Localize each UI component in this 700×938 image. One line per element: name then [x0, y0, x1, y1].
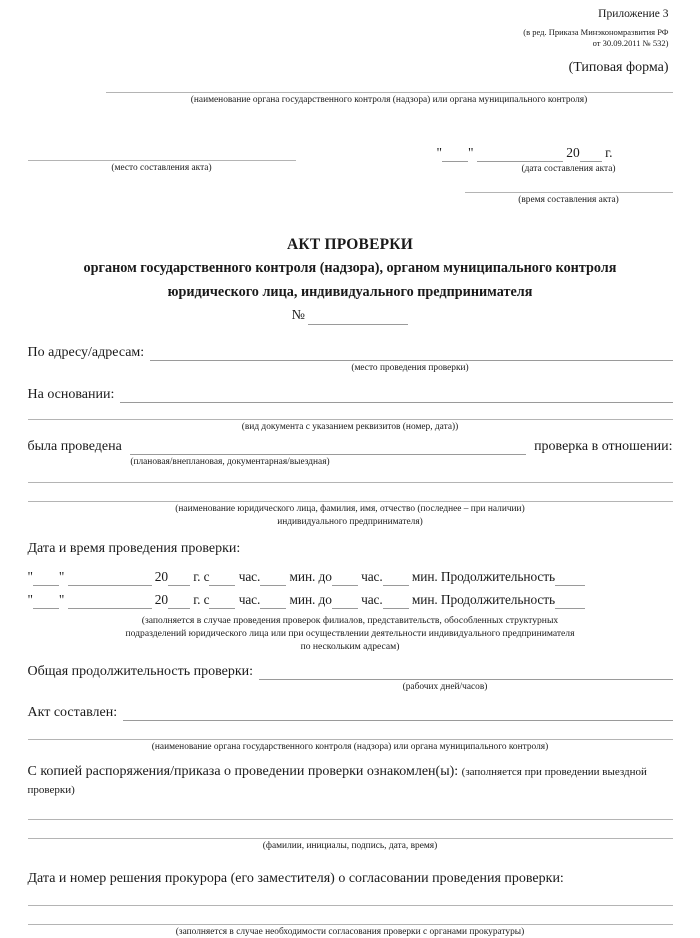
total-duration-label: Общая продолжительность проверки: — [27, 663, 254, 679]
entity-input-2[interactable] — [28, 501, 673, 502]
appendix-label: Приложение 3 — [598, 8, 669, 20]
total-duration-caption: (рабочих дней/часов) — [402, 681, 488, 692]
title-subline-1: органом государственного контроля (надзора), органом муниципального контроля — [83, 259, 617, 276]
entity-section — [28, 482, 673, 529]
quote-close: " — [58, 591, 65, 607]
conducted-label: была проведена — [27, 438, 122, 454]
year-prefix: 20 — [566, 145, 580, 161]
quote-open: " — [27, 591, 33, 607]
revision-note — [28, 27, 669, 48]
act-drawn-row — [28, 705, 673, 721]
act-drawn-label: Акт составлен: — [27, 704, 118, 720]
basis-caption: (вид документа с указанием реквизитов (номер, дата)) — [241, 421, 459, 432]
conducted-section — [28, 439, 673, 468]
address-row — [28, 345, 673, 361]
document-header — [28, 8, 673, 76]
acquainted-label: С копией распоряжения/приказа о проведении проверки ознакомлен(ы): — [27, 764, 459, 780]
conducted-row — [28, 439, 673, 455]
act-drawn-caption: (наименование органа государственного контроля (надзора) или органа муниципального контроля) — [151, 741, 549, 752]
address-section — [28, 345, 673, 374]
address-label: По адресу/адресам: — [27, 345, 145, 361]
act-drawn-input-continued[interactable] — [28, 739, 673, 740]
total-duration-section — [28, 664, 673, 693]
hours-label-2: час. — [361, 591, 383, 607]
title-block — [28, 236, 673, 325]
hours-label: час. — [238, 591, 261, 607]
revision-line-1: (в ред. Приказа Минэкономразвития РФ — [523, 27, 669, 37]
act-date-field[interactable] — [437, 145, 613, 162]
year-suffix: г. с — [193, 591, 210, 607]
acquainted-section — [28, 763, 673, 853]
conducted-tail-label: проверка в отношении: — [534, 438, 673, 454]
inspection-datetime-row[interactable] — [28, 569, 673, 586]
org-name-field[interactable] — [106, 92, 673, 93]
prosecutor-input-2[interactable] — [28, 924, 673, 925]
minutes-label: мин. до — [289, 591, 332, 607]
minutes-duration-label: мин. Продолжительность — [411, 591, 555, 607]
act-number-row[interactable] — [28, 308, 673, 325]
revision-line-2: от 30.09.2011 № 532) — [592, 37, 669, 48]
hours-label-2: час. — [361, 568, 383, 584]
inspection-datetime-section — [28, 541, 673, 654]
entity-caption-1: (наименование юридического лица, фамилия, имя, отчество (последнее – при наличии) — [175, 504, 525, 515]
note-line-3: по нескольким адресам) — [300, 640, 400, 652]
quote-open: " — [27, 568, 33, 584]
inspection-datetime-row[interactable] — [28, 592, 673, 609]
inspection-datetime-label: Дата и время проведения проверки: — [27, 540, 241, 556]
year-suffix: г. с — [193, 568, 210, 584]
basis-section — [28, 387, 673, 433]
quote-close: " — [58, 568, 65, 584]
year-prefix: 20 — [154, 591, 168, 607]
place-field[interactable] — [28, 160, 296, 161]
acquainted-input-2[interactable] — [28, 838, 673, 839]
prosecutor-label: Дата и номер решения прокурора (его заместителя) о согласовании проведения проверки: — [27, 870, 564, 886]
number-sign: № — [291, 308, 305, 324]
prosecutor-caption: (заполняется в случае необходимости согласования проверки с органами прокуратуры) — [175, 926, 525, 937]
act-time-caption: (время составления акта) — [518, 194, 619, 205]
note-line-2: подразделений юридического лица или при осуществлении деятельности индивидуального предпринимателя — [125, 627, 575, 639]
prosecutor-section — [28, 871, 673, 938]
act-time-field[interactable] — [465, 192, 673, 193]
basis-label: На основании: — [27, 386, 115, 402]
document-body — [28, 0, 673, 938]
entity-input-1[interactable] — [28, 482, 673, 483]
act-date-caption: (дата составления акта) — [521, 164, 616, 175]
basis-input[interactable] — [120, 387, 672, 403]
inspection-datetime-rows — [28, 569, 673, 609]
acquainted-caption: (фамилии, инициалы, подпись, дата, время) — [262, 841, 438, 852]
acquainted-text-block — [28, 763, 673, 799]
address-caption: (место проведения проверки) — [351, 363, 469, 374]
year-prefix: 20 — [154, 568, 168, 584]
acquainted-inline-note: (заполняется при проведении выездной проверки) — [27, 766, 647, 797]
hours-label: час. — [238, 568, 261, 584]
quote-open: " — [436, 145, 443, 161]
place-block — [28, 130, 296, 205]
place-caption: (место составления акта) — [111, 163, 212, 174]
prosecutor-input-1[interactable] — [28, 905, 673, 906]
minutes-duration-label: мин. Продолжительность — [411, 568, 555, 584]
minutes-label: мин. до — [289, 568, 332, 584]
page-title: АКТ ПРОВЕРКИ — [287, 235, 413, 253]
act-drawn-section — [28, 705, 673, 753]
place-date-block — [28, 130, 673, 205]
quote-close: " — [468, 145, 474, 161]
basis-row — [28, 387, 673, 403]
total-duration-row — [28, 664, 673, 680]
conducted-caption: (плановая/внеплановая, документарная/выездная) — [130, 456, 330, 467]
address-input[interactable] — [150, 345, 672, 361]
org-name-caption: (наименование органа государственного контроля (надзора) или органа муниципального контроля) — [190, 95, 588, 106]
note-line-1: (заполняется в случае проведения проверок филиалов, представительств, обособленных структурных — [141, 614, 559, 626]
inspection-datetime-note — [28, 615, 673, 654]
form-type-label: (Типовая форма) — [568, 60, 669, 76]
year-suffix: г. — [605, 145, 613, 161]
act-drawn-input[interactable] — [123, 705, 672, 721]
title-subline-2: юридического лица, индивидуального предпринимателя — [167, 283, 533, 300]
conducted-input[interactable] — [130, 439, 526, 455]
entity-caption-2: индивидуального предпринимателя) — [277, 517, 423, 528]
acquainted-input-1[interactable] — [28, 819, 673, 820]
total-duration-input[interactable] — [259, 664, 672, 680]
date-time-block — [437, 130, 673, 205]
basis-input-continued[interactable] — [28, 419, 673, 420]
